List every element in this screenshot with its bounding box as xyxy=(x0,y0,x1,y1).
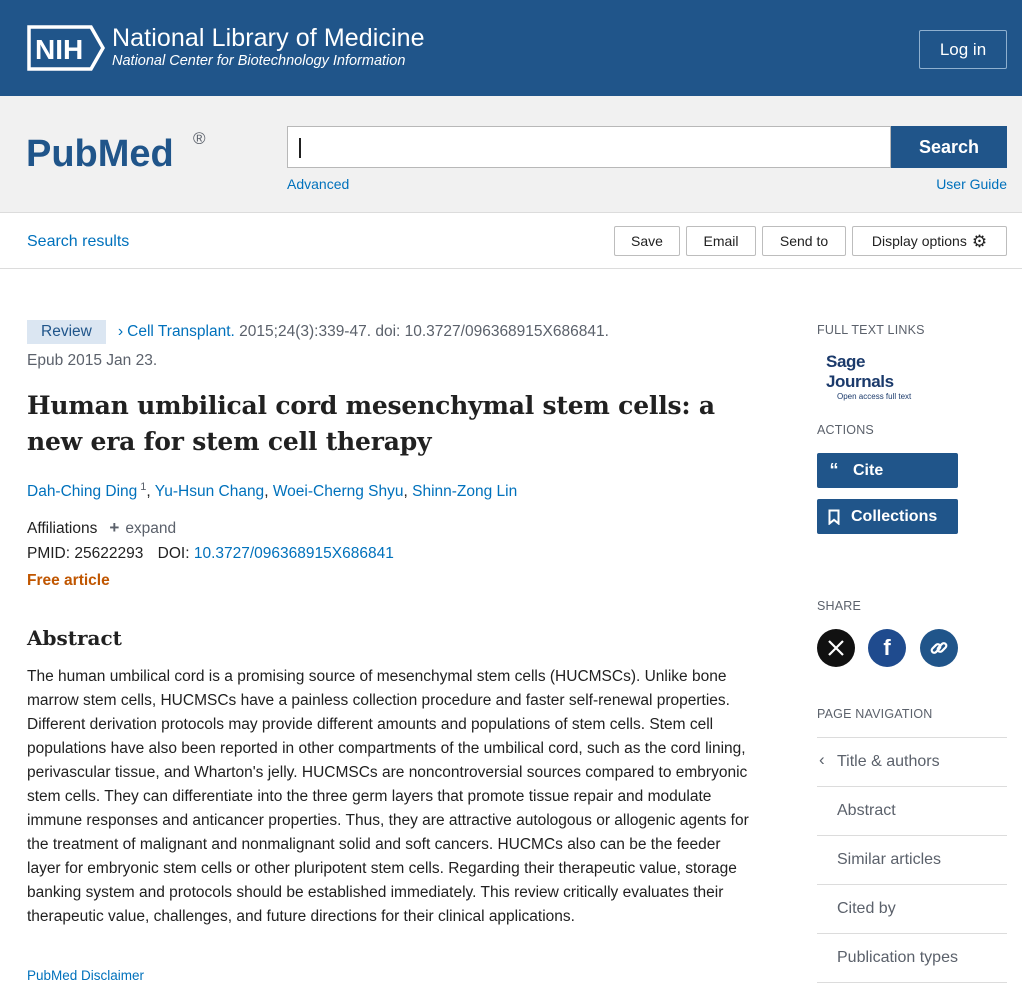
results-toolbar xyxy=(0,213,1022,269)
affiliations-row xyxy=(27,518,176,538)
advanced-search-link[interactable]: Advanced xyxy=(287,176,350,192)
nav-item-label: Similar articles xyxy=(837,851,942,868)
cite-label: Cite xyxy=(853,461,884,479)
affiliation-number[interactable]: 1 xyxy=(140,481,147,493)
epub-date: Epub 2015 Jan 23. xyxy=(27,352,158,369)
author-link[interactable]: Shinn-Zong Lin xyxy=(412,483,518,501)
search-input[interactable] xyxy=(287,126,891,168)
x-share-icon[interactable] xyxy=(817,629,855,667)
nav-item-label: Abstract xyxy=(837,802,896,819)
sage-logo-subtext: Open access full text xyxy=(837,392,912,401)
gear-icon: ⚙ xyxy=(971,231,988,251)
pmid-label: PMID: xyxy=(27,545,71,562)
cite-button[interactable] xyxy=(817,453,958,488)
text-caret xyxy=(299,138,301,158)
author-link[interactable]: Dah-Ching Ding xyxy=(27,483,138,501)
page-navigation-list xyxy=(817,737,1007,983)
nih-badge-text: NIH xyxy=(35,34,84,65)
nav-item-label: Title & authors xyxy=(837,753,940,770)
nav-item-abstract[interactable] xyxy=(817,787,1007,836)
display-options-button[interactable] xyxy=(852,226,1007,256)
citation-details: 2015;24(3):339-47. doi: 10.3727/096368915X686841. xyxy=(239,323,609,340)
author-list: Dah-Ching Ding $^1$, Yu-Hsun Chang, Woei-Cherng Shyu, Shinn-Zong Lin xyxy=(27,481,518,501)
login-button[interactable]: Log in xyxy=(919,30,1007,69)
nav-item-label: Publication types xyxy=(837,949,958,966)
collections-label: Collections xyxy=(851,507,938,525)
pubmed-logo[interactable] xyxy=(26,118,211,184)
expand-affiliations-button[interactable]: expand xyxy=(125,520,177,537)
abstract-heading: Abstract xyxy=(27,626,122,650)
org-subtitle: National Center for Biotechnology Information xyxy=(112,53,406,69)
citation-line xyxy=(27,317,757,375)
quote-icon: “ xyxy=(829,460,839,480)
plus-icon[interactable]: + xyxy=(109,518,120,537)
pubmed-logo-text: PubMed xyxy=(26,133,174,175)
author-link[interactable]: Woei-Cherng Shyu xyxy=(272,483,404,501)
free-article-label: Free article xyxy=(27,572,110,589)
doi-label: DOI: xyxy=(157,545,190,562)
doi-link[interactable]: 10.3727/096368915X686841 xyxy=(193,545,394,562)
page-navigation-heading: PAGE NAVIGATION xyxy=(817,707,933,721)
save-button[interactable]: Save xyxy=(614,226,680,256)
sage-journals-link[interactable] xyxy=(826,352,936,401)
nav-item-similar-articles[interactable] xyxy=(817,836,1007,885)
publication-type-badge: Review xyxy=(27,320,106,344)
nav-item-publication-types[interactable] xyxy=(817,934,1007,983)
org-title: National Library of Medicine xyxy=(112,24,425,52)
chevron-right-icon: › xyxy=(117,323,124,340)
full-text-links-heading: FULL TEXT LINKS xyxy=(817,323,925,337)
nih-header xyxy=(0,0,1022,96)
collections-button[interactable] xyxy=(817,499,958,534)
display-options-label: Display options xyxy=(871,233,967,249)
abstract-text: The human umbilical cord is a promising source of mesenchymal stem cells (HUCMSCs). Unlike bone marrow stem cells, HUCMSCs have a painless collection procedure and faster self-renewal properties. Different derivation protocols may provide different amounts and populations of stem cells. Stem cell populations have also been reported in other compartments of the umbilical cord, such as the cord lining, perivascular tissue, and Wharton's jelly. HUCMSCs are noncontroversial sources compared to embryonic stem cells. They can differentiate into the three germ layers that promote tissue repair and modulate immune responses and anticancer properties. Thus, they are attractive autologous or allogenic agents for the treatment of malignant and nonmalignant solid and soft cancers. HUCMCs also can be the feeder layer for embryonic stem cells or other pluripotent stem cells. Regarding their therapeutic value, storage banking system and protocols should be established immediately. This review critically evaluates their therapeutic value, challenges, and future directions for their clinical applications. xyxy=(27,668,749,925)
registered-mark: ® xyxy=(193,129,206,148)
identifiers-row xyxy=(27,545,394,563)
nav-item-label: Cited by xyxy=(837,900,896,917)
pubmed-disclaimer-link[interactable]: PubMed Disclaimer xyxy=(27,968,145,983)
nih-logo[interactable] xyxy=(27,23,105,73)
bookmark-icon xyxy=(817,509,851,525)
nav-item-title-authors[interactable] xyxy=(817,738,1007,787)
nav-item-cited-by[interactable] xyxy=(817,885,1007,934)
share-heading: SHARE xyxy=(817,599,862,613)
facebook-share-icon[interactable]: f xyxy=(868,629,906,667)
search-band xyxy=(0,96,1022,213)
search-results-link[interactable]: Search results xyxy=(27,233,130,250)
affiliations-label: Affiliations xyxy=(27,520,98,537)
journal-link[interactable]: Cell Transplant. xyxy=(127,323,235,340)
author-link[interactable]: Yu-Hsun Chang xyxy=(154,483,265,501)
send-to-button[interactable]: Send to xyxy=(762,226,846,256)
search-button[interactable]: Search xyxy=(891,126,1007,168)
sage-logo-text: Sage Journals xyxy=(826,352,894,391)
copy-link-icon[interactable] xyxy=(920,629,958,667)
email-button[interactable]: Email xyxy=(686,226,756,256)
actions-heading: ACTIONS xyxy=(817,423,874,437)
user-guide-link[interactable]: User Guide xyxy=(936,176,1007,192)
pmid-value: 25622293 xyxy=(74,545,144,562)
chevron-left-icon: ‹ xyxy=(819,750,825,769)
article-title: Human umbilical cord mesenchymal stem cells: a new era for stem cell therapy xyxy=(27,391,715,456)
